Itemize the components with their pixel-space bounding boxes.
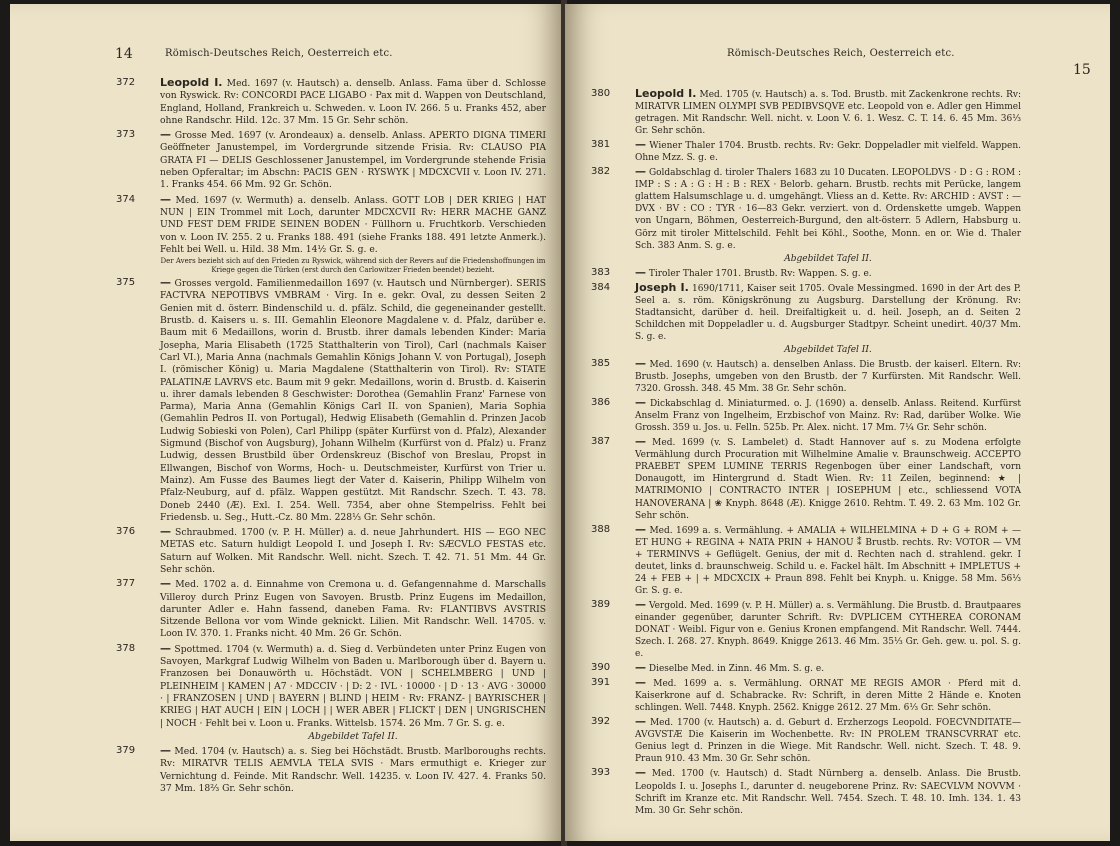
right-page xyxy=(565,4,1110,841)
running-head: Römisch-Deutsches Reich, Oesterreich etc. xyxy=(727,48,955,59)
catalog-entry xyxy=(116,578,546,640)
entry-ruler-name: — xyxy=(160,128,171,142)
catalog-entry xyxy=(116,194,546,275)
entry-ruler-name: — xyxy=(635,165,646,179)
entry-ruler-name: — xyxy=(160,577,171,591)
entry-ruler-name: — xyxy=(160,641,171,655)
entry-number: 388 xyxy=(591,523,611,535)
catalog-entry xyxy=(591,436,1021,521)
catalog-entry xyxy=(591,139,1021,164)
entry-number: 381 xyxy=(591,139,611,151)
entry-ruler-name: — xyxy=(635,715,646,729)
entry-ruler-name: Joseph I. xyxy=(635,280,689,294)
entry-description: Grosse Med. 1697 (v. Arondeaux) a. denselb. Anlass. APERTO DIGNA TIMERI Geöffneter Janustempel, im Vordergrunde sitzende Frisia. Rv: CLAUSO PIA GRATA FI — DELIS Geschlossener Janustempel, im Vordergrunde stehende Frisia neben Opferaltar; im Abschn: PACIS GEN · RYSWYK | MDCXCVII v. Loon IV. 271. 1. Franks 454. 66 Mm. 92 Gr. Schön. xyxy=(160,130,546,191)
catalog-entry xyxy=(591,282,1021,356)
entry-number: 378 xyxy=(116,642,136,654)
entry-description: Med. 1704 (v. Hautsch) a. s. Sieg bei Höchstädt. Brustb. Marlboroughs rechts. Rv: MIRATVR TELIS AEMVLA TELA SVIS · Mars ermuthigt e. Krieger zur Vernichtung d. Feinde. Mit Randschr. Well. 14235. v. Loon IV. 427. 4. Franks 50. 37 Mm. 18⅔ Gr. Sehr schön. xyxy=(160,746,547,795)
left-page xyxy=(10,4,563,841)
entry-description: Med. 1705 (v. Hautsch) a. s. Tod. Brustb. mit Zackenkrone rechts. Rv: MIRATVR LIMEN OLYMPI SVB PEDIBVSQVE etc. Leopold von e. Adler gen Himmel getragen. Mit Randschr. Well. nicht. v. Loon V. 6. 1. Wesz. C. T. 14. 6. 45 Mm. 36⅓ Gr. Sehr schön. xyxy=(635,90,1021,137)
entry-description: Dickabschlag d. Miniaturmed. o. J. (1690) a. denselb. Anlass. Reitend. Kurfürst Anselm Franz von Ingelheim, Erzbischof von Mainz. Rv: Rad, darüber Wolke. Wie Grossh. 359 u. Jos. u. Felln. 525b. Pr. Alex. nicht. 17 Mm. 7¼ Gr. Sehr schön. xyxy=(635,399,1021,434)
catalog-entry xyxy=(116,129,546,191)
entry-ruler-name: — xyxy=(635,265,646,279)
entry-number: 391 xyxy=(591,677,611,689)
entry-number: 383 xyxy=(591,266,611,278)
catalog-entry xyxy=(116,526,546,576)
entry-number: 392 xyxy=(591,716,611,728)
plate-reference: Abgebildet Tafel II. xyxy=(308,730,398,742)
entry-description: Med. 1699 a. s. Vermählung. ORNAT ME REGIS AMOR · Pferd mit d. Kaiserkrone auf d. Schabracke. Rv: Schrift, in deren Mitte 2 Hände e. Knoten schlingen. Well. 7448. Knyph. 2562. Knigge 2612. 27 Mm. 6⅓ Gr. Sehr schön. xyxy=(635,679,1021,714)
catalog-entry xyxy=(591,358,1021,395)
catalog-entry xyxy=(116,77,546,127)
entry-description: Med. 1697 (v. Wermuth) a. denselb. Anlass. GOTT LOB | DER KRIEG | HAT NUN | EIN Trommel mit Loch, darunter MDCXCVII Rv: HERR MACHE GANZ UND FEST DEM FRIDE SEINEN BODEN · Füllhorn u. Fruchtkorb. Verschieden von v. Loon IV. 255. 2 u. Franks 188. 491 (siehe Franks 188. 491 letzte Anmerk.). Fehlt bei Well. u. Hild. 38 Mm. 14½ Gr. S. g. e. xyxy=(160,194,546,255)
entry-number: 372 xyxy=(116,77,136,88)
page-number: 14 xyxy=(115,46,133,62)
catalog-entry xyxy=(591,524,1021,597)
catalog-entry xyxy=(116,745,546,795)
entry-description: Vergold. Med. 1699 (v. P. H. Müller) a. s. Vermählung. Die Brustb. d. Brautpaares einander gegenüber, darunter Schrift. Rv: DVPLICEM CYTHEREA CORONAM DONAT · Weibl. Figur von e. Genius Kronen empfangend. Mit Randschr. Well. 7444. Szech. I. 268. 27. Knyph. 8649. Knigge 2613. 46 Mm. 35⅓ Gr. Geh. gew. u. pol. S. g. e. xyxy=(635,600,1021,660)
entry-ruler-name: — xyxy=(635,356,646,370)
catalog-entry xyxy=(591,677,1021,714)
entry-number: 382 xyxy=(591,166,611,178)
entry-ruler-name: — xyxy=(635,435,646,449)
entry-description: Med. 1699 a. s. Vermählung. + AMALIA + WILHELMINA + D + G + ROM + — ET HUNG + REGINA + NATA PRIN + HANOU ⁑ Brustb. rechts. Rv: VOTOR — VM + TERMINVS + Geflügelt. Genius, der mit d. Rechten nach d. strahlend. gekr. I deutet, links d. braunschweig. Schild u. e. Fackel hält. Im Abschnitt + IMPLETUS + 24 + FEB + | + MDCXCIX + Praun 898. Fehlt bei Knyph. u. Knigge. 58 Mm. 56⅓ Gr. S. g. e. xyxy=(635,525,1021,596)
entry-description: Med. 1697 (v. Hautsch) a. denselb. Anlass. Fama über d. Schlosse von Ryswick. Rv: CONCORDI PACE LIGABO · Pax mit d. Wappen von Deutschland, England, Holland, Frankreich u. Schweden. v. Loon IV. 266. 5 u. Franks 452, aber ohne Randschr. Hild. 12c. 37 Mm. 15 Gr. Sehr schön. xyxy=(160,78,546,126)
catalog-entry xyxy=(591,166,1021,264)
entry-number: 386 xyxy=(591,397,611,409)
entry-description: 1690/1711, Kaiser seit 1705. Ovale Messingmed. 1690 in der Art des P. Seel a. s. röm. Königskrönung zu Augsburg. Darstellung der Krönung. Rv: Stadtansicht, darüber d. heil. Dreifaltigkeit u. d. heil. Joseph, an d. Seiten 2 Schildchen mit Doppeladler u. d. Augsburger Stadtpyr. Scheint unedirt. 40/37 Mm. S. g. e. xyxy=(635,283,1021,342)
plate-reference: Abgebildet Tafel II. xyxy=(784,344,872,355)
entry-number: 380 xyxy=(591,88,611,99)
entry-description: Med. 1700 (v. Hautsch) a. d. Geburt d. Erzherzogs Leopold. FOECVNDITATE— AVGVSTÆ Die Kaiserin im Wochenbette. Rv: IN PROLEM TRANSCVRRAT etc. Genius legt d. Prinzen in die Wiege. Mit Randschr. Well. nicht. Szech. T. 48. 9. Praun 910. 43 Mm. 30 Gr. Sehr schön. xyxy=(635,718,1021,765)
entry-ruler-name: — xyxy=(635,138,646,152)
entry-number: 379 xyxy=(116,745,136,757)
catalog-entry xyxy=(591,397,1021,434)
entry-number: 393 xyxy=(591,767,611,779)
catalog-entry xyxy=(591,716,1021,765)
entry-number: 390 xyxy=(591,662,611,674)
catalog-entry xyxy=(591,267,1021,280)
entry-description: Grosses vergold. Familienmedaillon 1697 (v. Hautsch und Nürnberger). SERIS FACTVRA NEPOTIBVS VMBRAM · Virg. In e. gekr. Oval, zu dessen Seiten 2 Genien mit d. österr. Bindenschild u. d. pfälz. Schild, die gegeneinander gestellt. Brustb. d. Kaisers u. s. III. Gemahlin Eleonore Magdalene v. d. Pfalz, darüber e. Baum mit 6 Medaillons, worin d. Brustb. ihrer damals lebenden Kinder: Maria Josepha, Maria Elisabeth (1725 Statthalterin von Tirol), Carl (nachmals Kaiser Carl VI.), Maria Anna (nachmals Gemahlin Königs Johann V. von Portugal), Joseph I. (römischer König) u. Maria Magdalene (Statthalterin von Tirol). Rv: STATE PALATINÆ LAVRVS etc. Baum mit 9 gekr. Medaillons, worin d. Brustb. d. Kaiserin u. ihrer damals lebenden 8 Geschwister: Dorothea (Gemahlin Franz' Farnese von Parma), Maria Anna (Gemahlin Königs Carl II. von Spanien), Maria Sophia (Gemahlin Pedros II. von Portugal), Hedwig Elisabeth (Gemahlin d. Prinzen Jacob Ludwig Sobieski von Polen), Carl Philipp (später Kurfürst von d. Pfalz), Alexander Sigmund (Bischof von Augsburg), Johann Wilhelm (Kurfürst von d. Pfalz) u. Franz Ludwig, dessen Brustbild über Ordenskreuz (Bischof von Breslau, Propst in Ellwangen, Bischof von Worms, Hoch- u. Deutschmeister, Kurfürst von Trier u. Mainz). Am Fusse des Baumes liegt der Vater d. Kaiserin, Philipp Wilhelm von Pfalz-Neuburg, auf d. pfälz. Wappen gestützt. Mit Randschr. Szech. T. 43. 78. Doneb 2440 (Æ). Exl. I. 254. Well. 7354, aber ohne Stempelriss. Fehlt bei Friedensb. u. Seg., Hutt.-Cz. 80 Mm. 228⅓ Gr. Sehr schön. xyxy=(160,278,546,523)
page-number: 15 xyxy=(1073,62,1091,78)
entry-ruler-name: Leopold I. xyxy=(635,87,697,100)
entry-description: Goldabschlag d. tiroler Thalers 1683 zu 10 Ducaten. LEOPOLDVS · D : G : ROM : IMP : S : A : G : H : B : REX · Belorb. geharn. Brustb. rechts mit Perücke, langem glattem Halsumschlage u. d. umgehängt. Vliess an d. Kette. Rv: ARCHID : AVST : — DVX · BV : CO : TYR · 16—83 Gekr. verziert. von d. Ordenskette umgeb. Wappen von Ungarn, Böhmen, Oesterreich-Burgund, den alt-österr. 5 Adlern, Habsburg u. Görz mit tiroler Mittelschild. Fehlt bei Köhl., Soothe, Monn. en or. Wie d. Thaler Sch. 383 Anm. S. g. e. xyxy=(635,168,1021,251)
entry-description: Tiroler Thaler 1701. Brustb. Rv: Wappen. S. g. e. xyxy=(648,268,872,279)
entry-ruler-name: — xyxy=(635,396,646,410)
catalog-entry xyxy=(591,767,1021,816)
entry-number: 385 xyxy=(591,357,611,369)
entry-ruler-name: — xyxy=(635,661,646,675)
catalog-entry xyxy=(591,662,1021,675)
entry-footnote: Der Avers bezieht sich auf den Frieden zu Ryswick, während sich der Revers auf die Friedenshoffnungen im Kriege gegen die Türken (erst durch den Carlowitzer Frieden beendet) bezieht. xyxy=(160,257,546,275)
entry-ruler-name: — xyxy=(635,522,646,536)
entry-list xyxy=(116,77,546,797)
entry-description: Spottmed. 1704 (v. Wermuth) a. d. Sieg d. Verbündeten unter Prinz Eugen von Savoyen, Markgraf Ludwig Wilhelm von Baden u. Marlborough über d. Bayern u. Franzosen bei Donauwörth u. Höchstädt. VON | SCHELMBERG | UND | PLEINHEIM | KAMEN | A7 · MDCCIV · | D: 2 · IVL · 10000 · | D · 13 · AVG · 30000 · | FRANZOSEN | UND | BAYERN | BLIND | HEIM · Rv: FRANZ- | BAYRISCHER | KRIEG | HAT AUCH | EIN | LOCH | | WER ABER | FLICKT | DEN | UNGRISCHEN | NOCH · Fehlt bei v. Loon u. Franks. Wittelsb. 1574. 26 Mm. 7 Gr. S. g. e. xyxy=(160,643,546,729)
entry-description: Med. 1690 (v. Hautsch) a. denselben Anlass. Die Brustb. der kaiserl. Eltern. Rv: Brustb. Josephs, umgeben von den Brustb. der 7 Kurfürsten. Mit Randschr. Well. 7320. Grossh. 348. 45 Mm. 38 Gr. Sehr schön. xyxy=(635,359,1021,395)
entry-number: 373 xyxy=(116,129,136,141)
entry-number: 389 xyxy=(591,598,611,610)
entry-number: 384 xyxy=(591,281,611,293)
entry-description: Med. 1700 (v. Hautsch) d. Stadt Nürnberg a. denselb. Anlass. Die Brustb. Leopolds I. u. Josephs I., darunter d. neugeborene Prinz. Rv: SAECVLVM NOVVM · Schrift im Kranze etc. Mit Randschr. Well. 7454. Szech. T. 48. 10. Imh. 134. 1. 43 Mm. 30 Gr. Sehr schön. xyxy=(635,769,1021,816)
entry-number: 374 xyxy=(116,193,136,205)
entry-ruler-name: — xyxy=(160,276,171,290)
entry-number: 375 xyxy=(116,277,136,289)
entry-ruler-name: — xyxy=(635,676,646,690)
entry-ruler-name: Leopold I. xyxy=(160,76,223,89)
entry-list xyxy=(591,88,1021,819)
catalog-entry xyxy=(116,277,546,524)
entry-description: Med. 1702 a. d. Einnahme von Cremona u. d. Gefangennahme d. Marschalls Villeroy durch Prinz Eugen von Savoyen. Brustb. Prinz Eugens im Medaillon, darunter Adler e. Hahn fassend, daneben Fama. Rv: FLANTIBVS AVSTRIS Sitzende Bellona vor vom Winde geknickt. Lilien. Mit Randschr. Well. 14705. v. Loon IV. 370. 1. Franks nicht. 40 Mm. 26 Gr. Schön. xyxy=(160,579,547,640)
entry-description: Schraubmed. 1700 (v. P. H. Müller) a. d. neue Jahrhundert. HIS — EGO NEC METAS etc. Saturn huldigt Leopold I. und Joseph I. Rv: SÆCVLO FESTAS etc. Saturn auf Wolken. Mit Randschr. Well. nicht. Szech. T. 42. 71. 51 Mm. 44 Gr. Sehr schön. xyxy=(160,527,547,575)
entry-ruler-name: — xyxy=(635,766,646,780)
entry-ruler-name: — xyxy=(160,744,171,758)
running-head: Römisch-Deutsches Reich, Oesterreich etc. xyxy=(165,48,393,59)
plate-reference: Abgebildet Tafel II. xyxy=(784,253,872,264)
entry-description: Med. 1699 (v. S. Lambelet) d. Stadt Hannover auf s. zu Modena erfolgte Vermählung durch Procuration mit Wilhelmine Amalie v. Braunschweig. ACCEPTO PRAEBET SPEM LUMINE TERRIS Regenbogen über einer Landschaft, vorn Donaugott, im Hintergrund d. Stadt Wien. Rv: 11 Zeilen, beginnend: ★ | MATRIMONIO | CONTRACTO INTER | IOSEPHUM | etc., schliessend VOTA HANOVERANA | ❀ Knyph. 8648 (Æ). Knigge 2610. Rehtm. T. 49. 2. 63 Mm. 102 Gr. Sehr schön. xyxy=(635,438,1021,521)
entry-number: 377 xyxy=(116,578,136,590)
entry-ruler-name: — xyxy=(160,525,171,539)
entry-number: 376 xyxy=(116,526,136,538)
catalog-entry xyxy=(116,643,546,743)
catalog-entry xyxy=(591,599,1021,660)
entry-ruler-name: — xyxy=(635,597,646,611)
entry-description: Dieselbe Med. in Zinn. 46 Mm. S. g. e. xyxy=(648,664,825,675)
entry-ruler-name: — xyxy=(160,192,171,206)
catalog-entry xyxy=(591,88,1021,137)
entry-number: 387 xyxy=(591,436,611,448)
entry-description: Wiener Thaler 1704. Brustb. rechts. Rv: Gekr. Doppeladler mit vielfeld. Wappen. Ohne Mzz. S. g. e. xyxy=(635,141,1021,164)
